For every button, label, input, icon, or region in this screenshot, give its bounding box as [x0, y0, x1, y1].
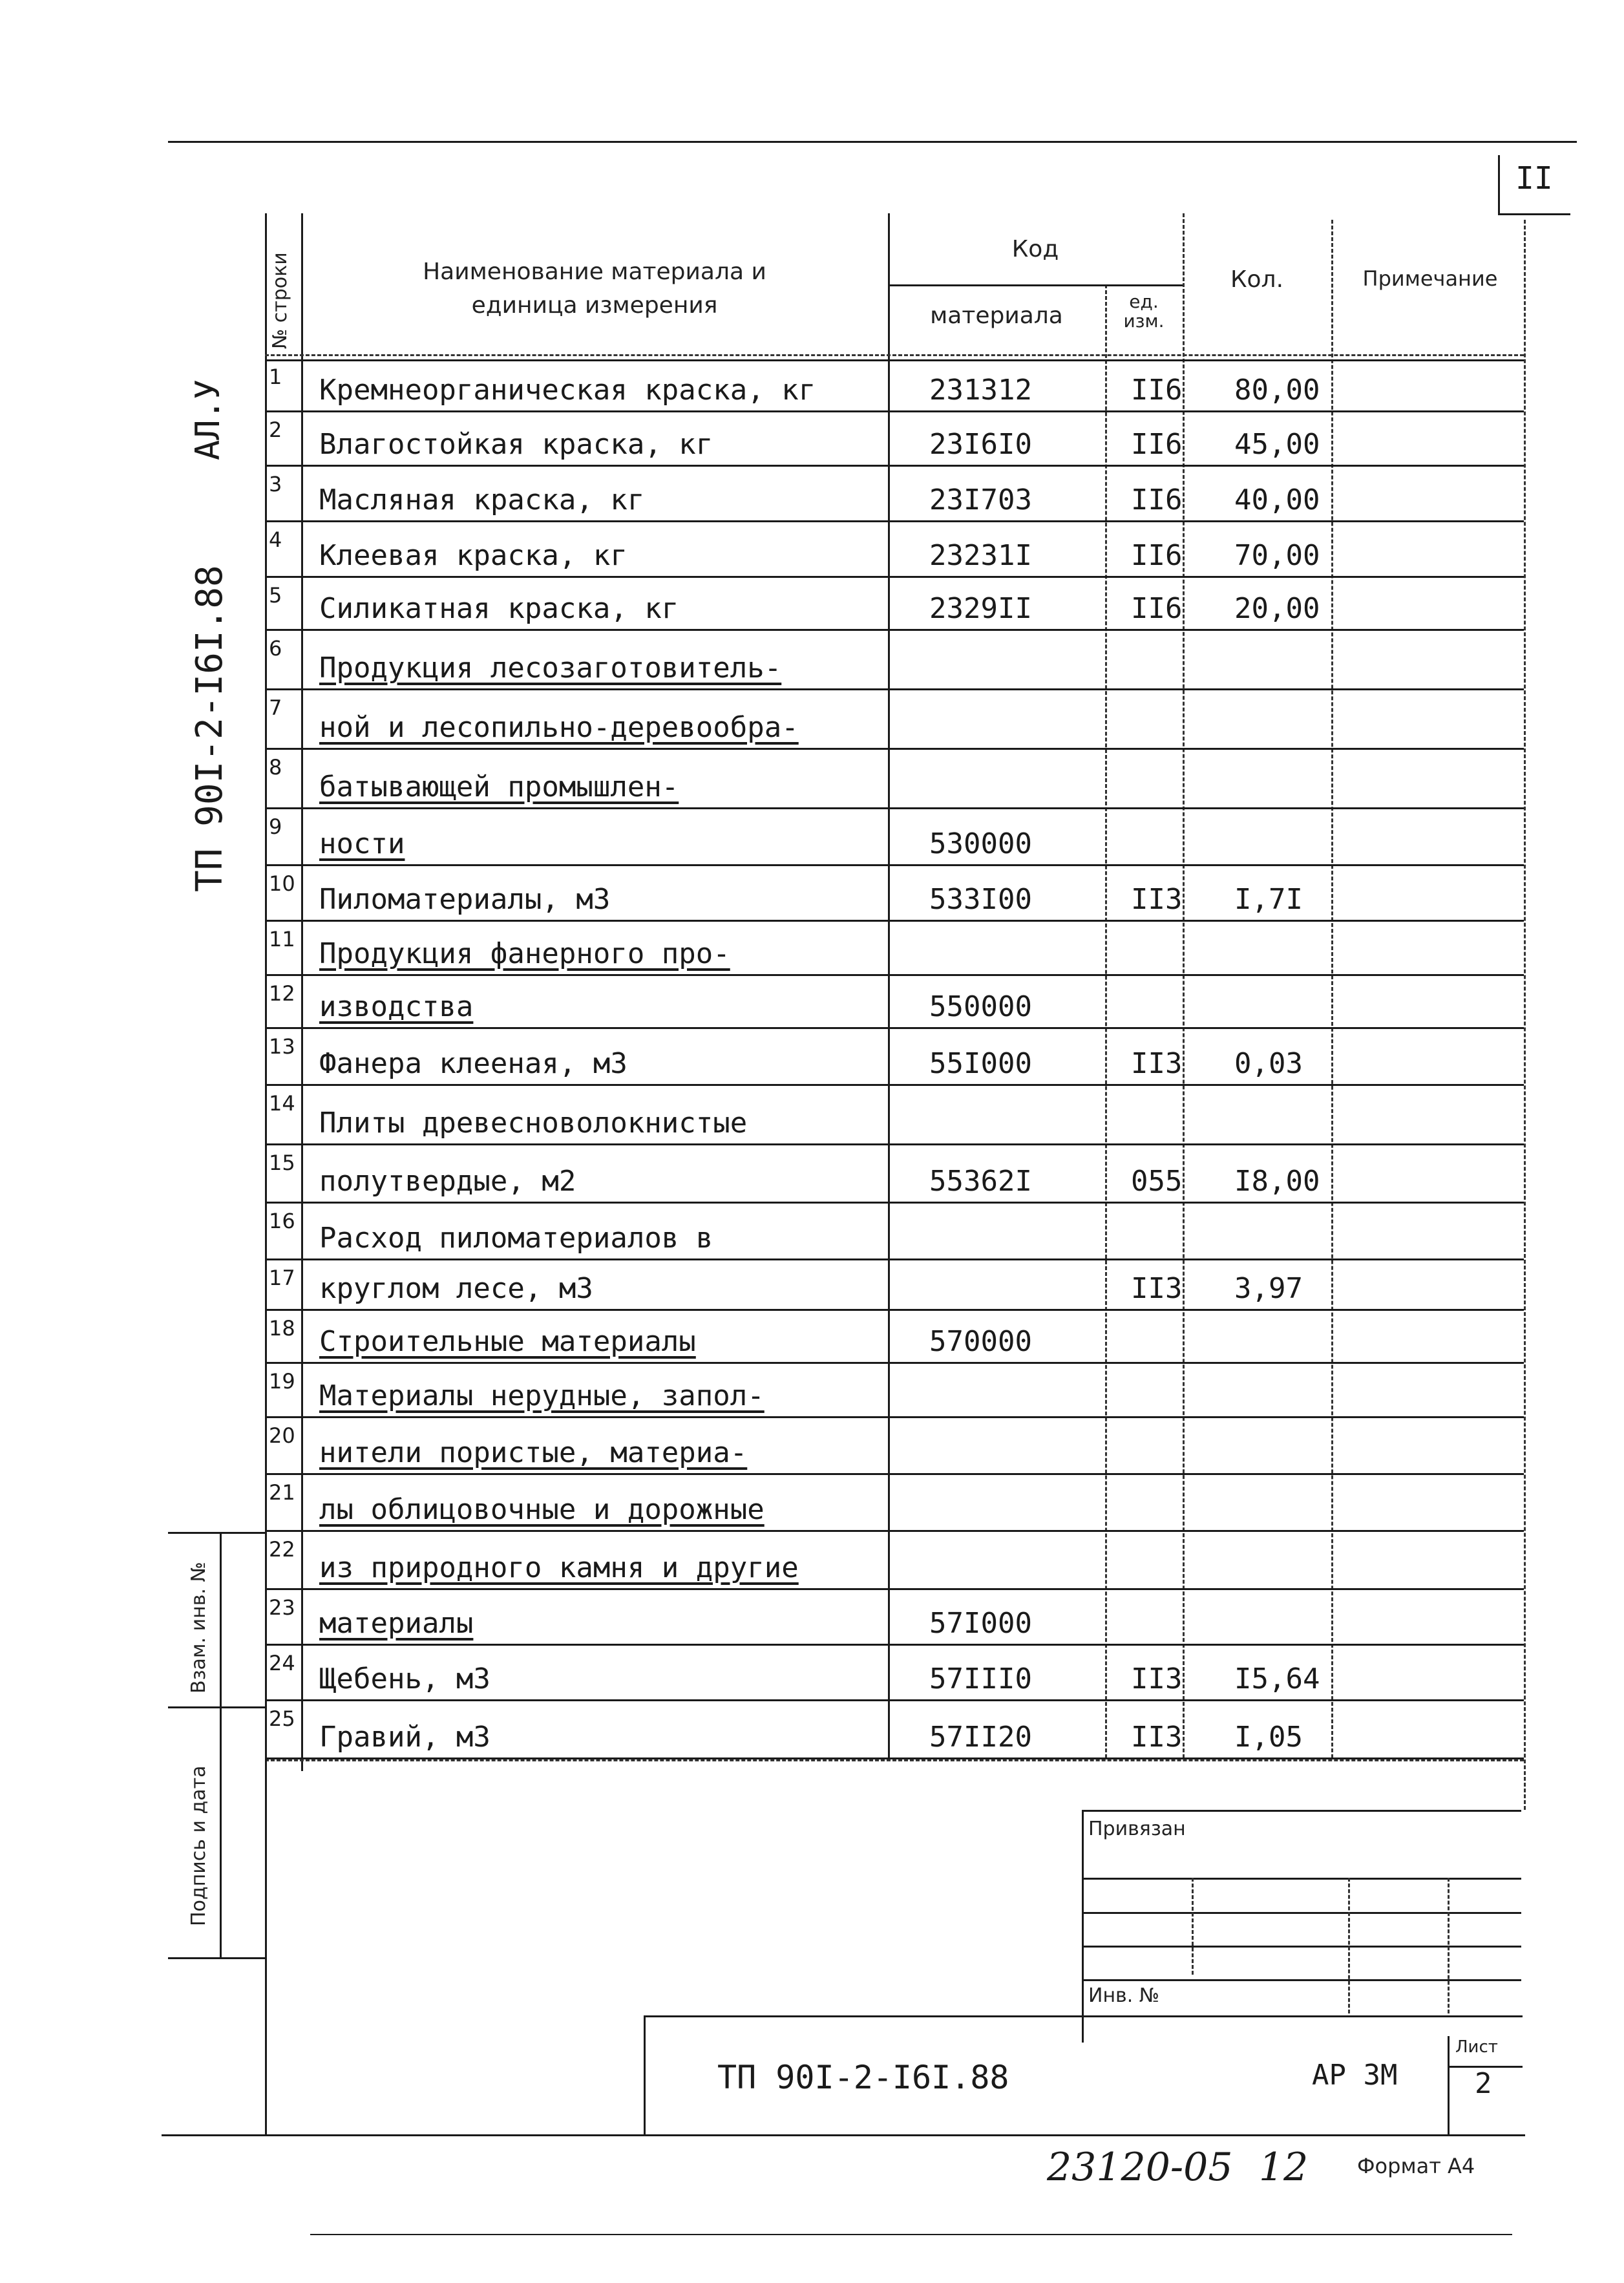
material-name: полутвердые, м2 [319, 1165, 576, 1198]
unit-code: 055 [1131, 1165, 1183, 1198]
header-row-number: № строки [269, 252, 291, 349]
table-row [265, 522, 1524, 578]
table-row [265, 1364, 1524, 1418]
row-number: 21 [269, 1480, 295, 1505]
stamp-sheet-number: 2 [1475, 2067, 1492, 2100]
row-number: 6 [269, 636, 282, 661]
material-code: 530000 [929, 827, 1032, 860]
table-row [265, 1260, 1524, 1311]
table-row [265, 690, 1524, 750]
table-row [265, 1532, 1524, 1590]
row-number: 4 [269, 527, 282, 552]
material-name: нители пористые, материа- [319, 1436, 748, 1469]
table-row [265, 1204, 1524, 1260]
material-name: ной и лесопильно-деревообра- [319, 711, 799, 744]
material-name: Фанера клееная, м3 [319, 1047, 627, 1080]
row-number: 14 [269, 1091, 295, 1116]
material-name: материалы [319, 1607, 474, 1640]
material-name: Гравий, м3 [319, 1721, 490, 1754]
unit-code: II3 [1131, 1047, 1183, 1080]
material-name: Клеевая краска, кг [319, 539, 627, 572]
material-name: Щебень, м3 [319, 1662, 490, 1695]
side-code-top: АЛ.У [189, 379, 227, 460]
row-number: 2 [269, 418, 282, 442]
material-code: 57III0 [929, 1662, 1032, 1695]
material-name: Пиломатериалы, м3 [319, 883, 611, 916]
material-name: ности [319, 827, 405, 860]
unit-code: II3 [1131, 883, 1183, 916]
quantity: 45,00 [1234, 428, 1320, 461]
quantity: 80,00 [1234, 374, 1320, 407]
row-number: 13 [269, 1034, 295, 1059]
material-name: круглом лесе, м3 [319, 1272, 593, 1305]
stamp-doc-code: ТП 90I-2-I6I.88 [717, 2059, 1009, 2096]
quantity: 40,00 [1234, 483, 1320, 516]
quantity: 0,03 [1234, 1047, 1303, 1080]
unit-code: II6 [1131, 374, 1183, 407]
page-number: II [1515, 160, 1553, 196]
table-row [265, 412, 1524, 467]
material-name: Силикатная краска, кг [319, 592, 679, 625]
material-name: Продукция лесозаготовитель- [319, 652, 782, 685]
row-number: 23 [269, 1595, 295, 1620]
unit-code: II3 [1131, 1662, 1183, 1695]
row-number: 9 [269, 814, 282, 839]
material-code: 57I000 [929, 1607, 1032, 1640]
unit-code: II3 [1131, 1721, 1183, 1754]
table-row [265, 809, 1524, 866]
header-code-unit: ед. изм. [1123, 291, 1165, 332]
row-number: 7 [269, 696, 282, 720]
material-code: 2329II [929, 592, 1032, 625]
material-code: 533I00 [929, 883, 1032, 916]
row-number: 20 [269, 1423, 295, 1448]
material-name: Кремнеорганическая краска, кг [319, 374, 816, 407]
row-number: 1 [269, 365, 282, 389]
table-row [265, 1418, 1524, 1475]
row-number: 24 [269, 1651, 295, 1675]
table-row [265, 750, 1524, 809]
material-code: 57II20 [929, 1721, 1032, 1754]
table-row [265, 1701, 1524, 1759]
handwritten-number: 23120-05 [1047, 2145, 1233, 2190]
quantity: 3,97 [1234, 1272, 1303, 1305]
unit-code: II6 [1131, 592, 1183, 625]
table-row [265, 1475, 1524, 1532]
material-code: 23231I [929, 539, 1032, 572]
table-row [265, 578, 1524, 631]
table-row [265, 1646, 1524, 1701]
material-code: 231312 [929, 374, 1032, 407]
row-number: 15 [269, 1151, 295, 1175]
material-code: 55362I [929, 1165, 1032, 1198]
row-number: 10 [269, 871, 295, 896]
material-code: 23I6I0 [929, 428, 1032, 461]
stamp-sign-date: Подпись и дата [187, 1765, 210, 1926]
stamp-linked: Привязан [1088, 1818, 1186, 1840]
material-name: лы облицовочные и дорожные [319, 1493, 765, 1526]
table-row [265, 1145, 1524, 1204]
header-note: Примечание [1362, 266, 1498, 291]
material-name: Масляная краска, кг [319, 483, 645, 516]
row-number: 3 [269, 472, 282, 496]
unit-code: II3 [1131, 1272, 1183, 1305]
page-format: Формат А4 [1357, 2154, 1475, 2178]
row-number: 11 [269, 927, 295, 951]
row-number: 25 [269, 1706, 295, 1731]
header-code: Код [1011, 236, 1059, 262]
table-row [265, 467, 1524, 522]
unit-code: II6 [1131, 539, 1183, 572]
material-name: батывающей промышлен- [319, 770, 679, 803]
stamp-sheet-label: Лист [1455, 2037, 1498, 2057]
unit-code: II6 [1131, 428, 1183, 461]
row-number: 17 [269, 1266, 295, 1290]
table-row [265, 1590, 1524, 1646]
material-code: 55I000 [929, 1047, 1032, 1080]
material-name: изводства [319, 990, 474, 1023]
material-name: Плиты древесноволокнистые [319, 1107, 748, 1140]
quantity: I5,64 [1234, 1662, 1320, 1695]
material-code: 550000 [929, 990, 1032, 1023]
row-number: 5 [269, 583, 282, 608]
table-row [265, 1086, 1524, 1145]
header-code-material: материала [930, 303, 1063, 329]
row-number: 19 [269, 1369, 295, 1394]
table-row [265, 976, 1524, 1029]
table-row [265, 866, 1524, 922]
header-qty: Кол. [1230, 266, 1284, 293]
unit-code: II6 [1131, 483, 1183, 516]
row-number: 22 [269, 1537, 295, 1562]
table-row [265, 359, 1524, 412]
table-row [265, 1029, 1524, 1086]
material-code: 570000 [929, 1325, 1032, 1358]
material-name: Влагостойкая краска, кг [319, 428, 713, 461]
material-name: Материалы нерудные, запол- [319, 1379, 765, 1412]
quantity: 20,00 [1234, 592, 1320, 625]
table-row [265, 922, 1524, 976]
stamp-section: АР ЗМ [1312, 2059, 1398, 2092]
material-name: из природного камня и другие [319, 1551, 799, 1584]
row-number: 18 [269, 1316, 295, 1341]
table-row [265, 1311, 1524, 1364]
header-name: Наименование материала и единица измерения [423, 259, 766, 319]
material-code: 23I703 [929, 483, 1032, 516]
quantity: I8,00 [1234, 1165, 1320, 1198]
side-code-doc: ТП 90I-2-I6I.88 [189, 565, 231, 892]
row-number: 16 [269, 1209, 295, 1233]
quantity: I,7I [1234, 883, 1303, 916]
stamp-replaced-inv: Взам. инв. № [187, 1562, 210, 1694]
row-number: 12 [269, 981, 295, 1006]
material-name: Расход пиломатериалов в [319, 1222, 713, 1255]
row-number: 8 [269, 755, 282, 780]
stamp-inv-no: Инв. № [1088, 1984, 1160, 2007]
quantity: 70,00 [1234, 539, 1320, 572]
table-row [265, 631, 1524, 690]
quantity: I,05 [1234, 1721, 1303, 1754]
material-name: Строительные материалы [319, 1325, 696, 1358]
material-name: Продукция фанерного про- [319, 937, 730, 970]
handwritten-page: 12 [1259, 2145, 1309, 2190]
